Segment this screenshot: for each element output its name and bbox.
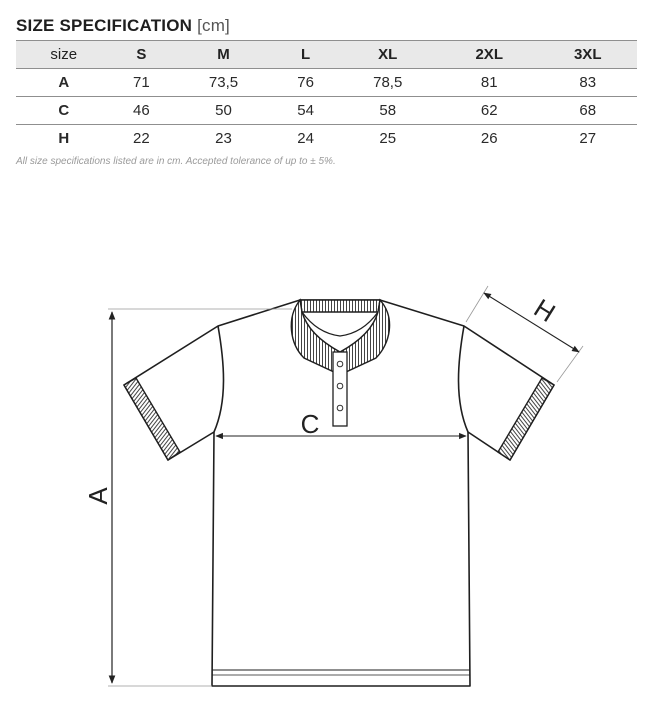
table-cell: 78,5 bbox=[335, 69, 440, 97]
measure-c-label: C bbox=[300, 409, 320, 439]
tolerance-note: All size specifications listed are in cm. Accepted tolerance of up to ± 5%. bbox=[16, 156, 336, 167]
title-unit: [cm] bbox=[197, 16, 230, 35]
measure-h-label: H bbox=[528, 292, 561, 329]
header-size: M bbox=[171, 41, 276, 69]
table-cell: 81 bbox=[440, 69, 538, 97]
button-icon bbox=[337, 361, 343, 367]
table-cell: 25 bbox=[379, 130, 397, 147]
measure-h-line bbox=[484, 293, 579, 352]
row-label: A bbox=[16, 69, 112, 97]
table-cell: 22 bbox=[133, 130, 150, 147]
table-cell: 26 bbox=[480, 130, 498, 147]
table-cell: 83 bbox=[538, 69, 637, 97]
measure-a-label: A bbox=[83, 487, 113, 505]
header-size: 3XL bbox=[538, 41, 637, 69]
table-cell: 71 bbox=[112, 69, 172, 97]
table-cell: 24 bbox=[297, 130, 314, 147]
table-cell: 27 bbox=[579, 130, 597, 147]
title-text: SIZE SPECIFICATION bbox=[16, 16, 193, 35]
table-cell: 76 bbox=[276, 69, 336, 97]
table-cell: 58 bbox=[335, 97, 440, 125]
table-cell: 62 bbox=[440, 97, 538, 125]
guide-line-h-end bbox=[557, 346, 583, 382]
button-icon bbox=[337, 405, 343, 411]
header-size: 2XL bbox=[440, 41, 538, 69]
collar-back bbox=[300, 300, 380, 312]
row-label: H bbox=[58, 130, 70, 147]
row-label: C bbox=[16, 97, 112, 125]
header-size: L bbox=[276, 41, 336, 69]
table-cell: 73,5 bbox=[171, 69, 276, 97]
table-cell: 68 bbox=[538, 97, 637, 125]
table-cell: 46 bbox=[112, 97, 172, 125]
table-cell: 23 bbox=[215, 130, 232, 147]
table-cell: 54 bbox=[276, 97, 336, 125]
header-size: S bbox=[112, 41, 172, 69]
guide-line-h-start bbox=[466, 286, 488, 322]
button-icon bbox=[337, 383, 343, 389]
header-size: XL bbox=[335, 41, 440, 69]
table-cell: 50 bbox=[171, 97, 276, 125]
header-label: size bbox=[16, 41, 112, 69]
